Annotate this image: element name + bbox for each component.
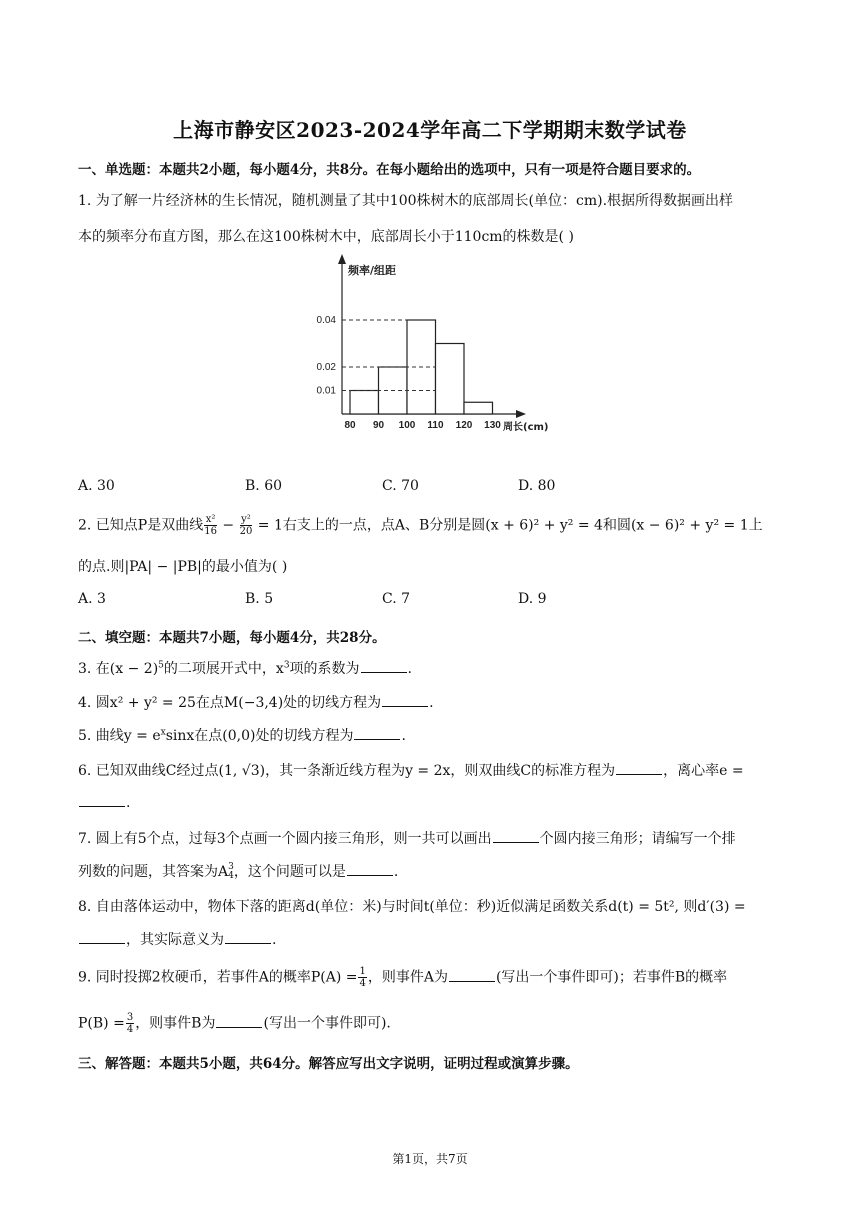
- histogram-chart: [300, 248, 570, 448]
- q7-problem-blank[interactable]: [347, 863, 393, 876]
- q9-line2: [78, 1012, 391, 1035]
- q1-line2: 本的频率分布直方图，那么在这100株树木中，底部周长小于110cm的株数是( ): [78, 229, 574, 245]
- q9-line1: [78, 966, 727, 989]
- q7-text-b: 个圆内接三角形；请编写一个排: [539, 831, 736, 847]
- q9-event-a-blank[interactable]: [449, 969, 495, 982]
- q7-line2: [78, 861, 398, 881]
- q3: [78, 658, 412, 678]
- q5-sup: x: [160, 727, 166, 738]
- q2-fraction-y: [240, 514, 253, 537]
- q2-line1: [78, 514, 763, 537]
- q2-frac1-num: x²: [205, 514, 216, 525]
- q9-text-f: (写出一个事件即可).: [263, 1015, 391, 1032]
- q6-text-c: .: [126, 795, 131, 811]
- histogram-bar-110-120: [436, 344, 465, 415]
- q3-text-b: 的二项展开式中，x: [163, 661, 284, 677]
- q6-line1: [78, 760, 744, 780]
- q7-sup: 3: [228, 862, 234, 872]
- section-solution-heading: 三、解答题：本题共5小题，共64分。解答应写出文字说明，证明过程或演算步骤。: [78, 1056, 579, 1072]
- q9-f2-den: 4: [126, 1024, 134, 1035]
- q8-derivative-blank[interactable]: [79, 931, 125, 944]
- q8-text-b: ，其实际意义为: [126, 932, 224, 948]
- q3-text-a: 3. 在(x − 2): [78, 661, 159, 677]
- q2-fraction-x: [204, 514, 217, 537]
- y-tick-label-0.04: 0.04: [316, 315, 336, 326]
- q6-equation-blank[interactable]: [616, 762, 662, 775]
- x-tick-label-100: 100: [398, 420, 416, 431]
- y-axis-arrow: [338, 254, 346, 264]
- x-tick-label-120: 120: [455, 420, 473, 431]
- q6-eccentricity-blank[interactable]: [79, 794, 125, 807]
- q3-text-d: .: [407, 661, 412, 677]
- q4-text-a: 4. 圆x² + y² = 25在点M(−3,4)处的切线方程为: [78, 695, 382, 711]
- q5: [78, 725, 406, 745]
- q9-text-a: 9. 同时投掷2枚硬币，若事件A的概率P(A) =: [78, 969, 358, 986]
- q9-f2-num: 3: [126, 1012, 134, 1023]
- q1-option-b[interactable]: B. 60: [245, 478, 283, 494]
- x-axis-arrow: [516, 410, 526, 418]
- q5-text-a: 5. 曲线y = e: [78, 728, 161, 744]
- q7-sub: 4: [228, 871, 234, 881]
- q2-minus: −: [217, 517, 239, 534]
- q9-f1-den: 4: [359, 978, 366, 989]
- q7-text-c: 列数的问题，其答案为A: [78, 864, 229, 880]
- q9-text-d: P(B) =: [78, 1015, 125, 1032]
- q7-text-a: 7. 圆上有5个点，过每3个点画一个圆内接三角形，则一共可以画出: [78, 831, 492, 847]
- histogram-bar-120-130: [464, 402, 493, 414]
- q9-fraction-2: [126, 1012, 134, 1035]
- x-tick-label-80: 80: [344, 420, 356, 431]
- q5-text-c: .: [401, 728, 406, 744]
- q3-answer-blank[interactable]: [361, 660, 407, 673]
- q2-frac1-den: 16: [204, 526, 217, 537]
- q4-answer-blank[interactable]: [382, 694, 428, 707]
- q8-text-c: .: [272, 932, 277, 948]
- y-tick-label-0.01: 0.01: [316, 385, 336, 397]
- section-fill-blank-heading: 二、填空题：本题共7小题，每小题4分，共28分。: [78, 630, 386, 646]
- section-single-choice-heading: 一、单选题：本题共2小题，每小题4分，共8分。在每小题给出的选项中，只有一项是符合题目要求的。: [78, 162, 701, 178]
- q7-count-blank[interactable]: [493, 830, 539, 843]
- q6-line2: [78, 794, 130, 811]
- q8-line1: 8. 自由落体运动中，物体下落的距离d(单位：米)与时间t(单位：秒)近似满足函数关系d(t) = 5t², 则d′(3) =: [78, 899, 746, 915]
- q2-text-a: 2. 已知点P是双曲线: [78, 517, 204, 534]
- q5-text-b: sinx在点(0,0)处的切线方程为: [165, 728, 354, 744]
- q3-text-c: 项的系数为: [289, 661, 360, 677]
- q7-line1: [78, 828, 736, 848]
- q1-line1: 1. 为了解一片经济林的生长情况，随机测量了其中100株树木的底部周长(单位：cm).根据所得数据画出样: [78, 193, 734, 209]
- q1-option-d[interactable]: D. 80: [518, 478, 556, 494]
- histogram-bar-80-90: [350, 391, 379, 415]
- q1-option-c[interactable]: C. 70: [382, 478, 419, 494]
- q4: [78, 692, 434, 712]
- q7-text-d: ，这个问题可以是: [233, 864, 346, 880]
- q2-option-d[interactable]: D. 9: [518, 591, 547, 607]
- q6-text-b: ，离心率e =: [663, 763, 744, 779]
- x-axis-label: 周长(cm): [503, 422, 549, 433]
- x-tick-label-130: 130: [484, 420, 501, 431]
- q7-text-e: .: [393, 864, 399, 880]
- q9-text-b: ，则事件A为: [367, 969, 448, 986]
- q9-f1-num: 1: [359, 966, 366, 977]
- x-tick-label-110: 110: [427, 420, 444, 431]
- y-tick-label-0.02: 0.02: [316, 362, 336, 373]
- q4-text-b: .: [429, 695, 434, 711]
- q2-line2: 的点.则|PA| − |PB|的最小值为( ): [78, 559, 288, 575]
- q5-answer-blank[interactable]: [354, 727, 400, 740]
- q3-sup2: 3: [283, 660, 290, 671]
- q2-text-b: = 1右支上的一点，点A、B分别是圆(x + 6)² + y² = 4和圆(x − 6)² + y² = 1上: [253, 517, 763, 534]
- q2-frac2-num: y²: [241, 514, 251, 525]
- page-title: 上海市静安区2023-2024学年高二下学期期末数学试卷: [173, 118, 687, 142]
- x-tick-label-90: 90: [372, 420, 385, 431]
- q2-option-a[interactable]: A. 3: [78, 591, 106, 607]
- q1-option-a[interactable]: A. 30: [78, 478, 115, 494]
- q9-fraction-1: [358, 966, 366, 989]
- q3-sup: 5: [158, 660, 164, 671]
- q2-frac2-den: 20: [239, 526, 253, 537]
- q9-text-e: ，则事件B为: [135, 1015, 216, 1032]
- q9-event-b-blank[interactable]: [216, 1015, 262, 1028]
- q9-text-c: (写出一个事件即可)；若事件B的概率: [495, 969, 728, 986]
- q8-meaning-blank[interactable]: [225, 931, 271, 944]
- q8-line2: [78, 929, 276, 949]
- page-footer: 第1页，共7页: [392, 1152, 468, 1166]
- q2-option-b[interactable]: B. 5: [245, 591, 274, 607]
- q6-text-a: 6. 已知双曲线C经过点(1, √3)，其一条渐近线方程为y = 2x，则双曲线C的标准方程为: [78, 763, 616, 779]
- q2-option-c[interactable]: C. 7: [382, 591, 411, 607]
- y-axis-label: 频率/组距: [348, 264, 397, 277]
